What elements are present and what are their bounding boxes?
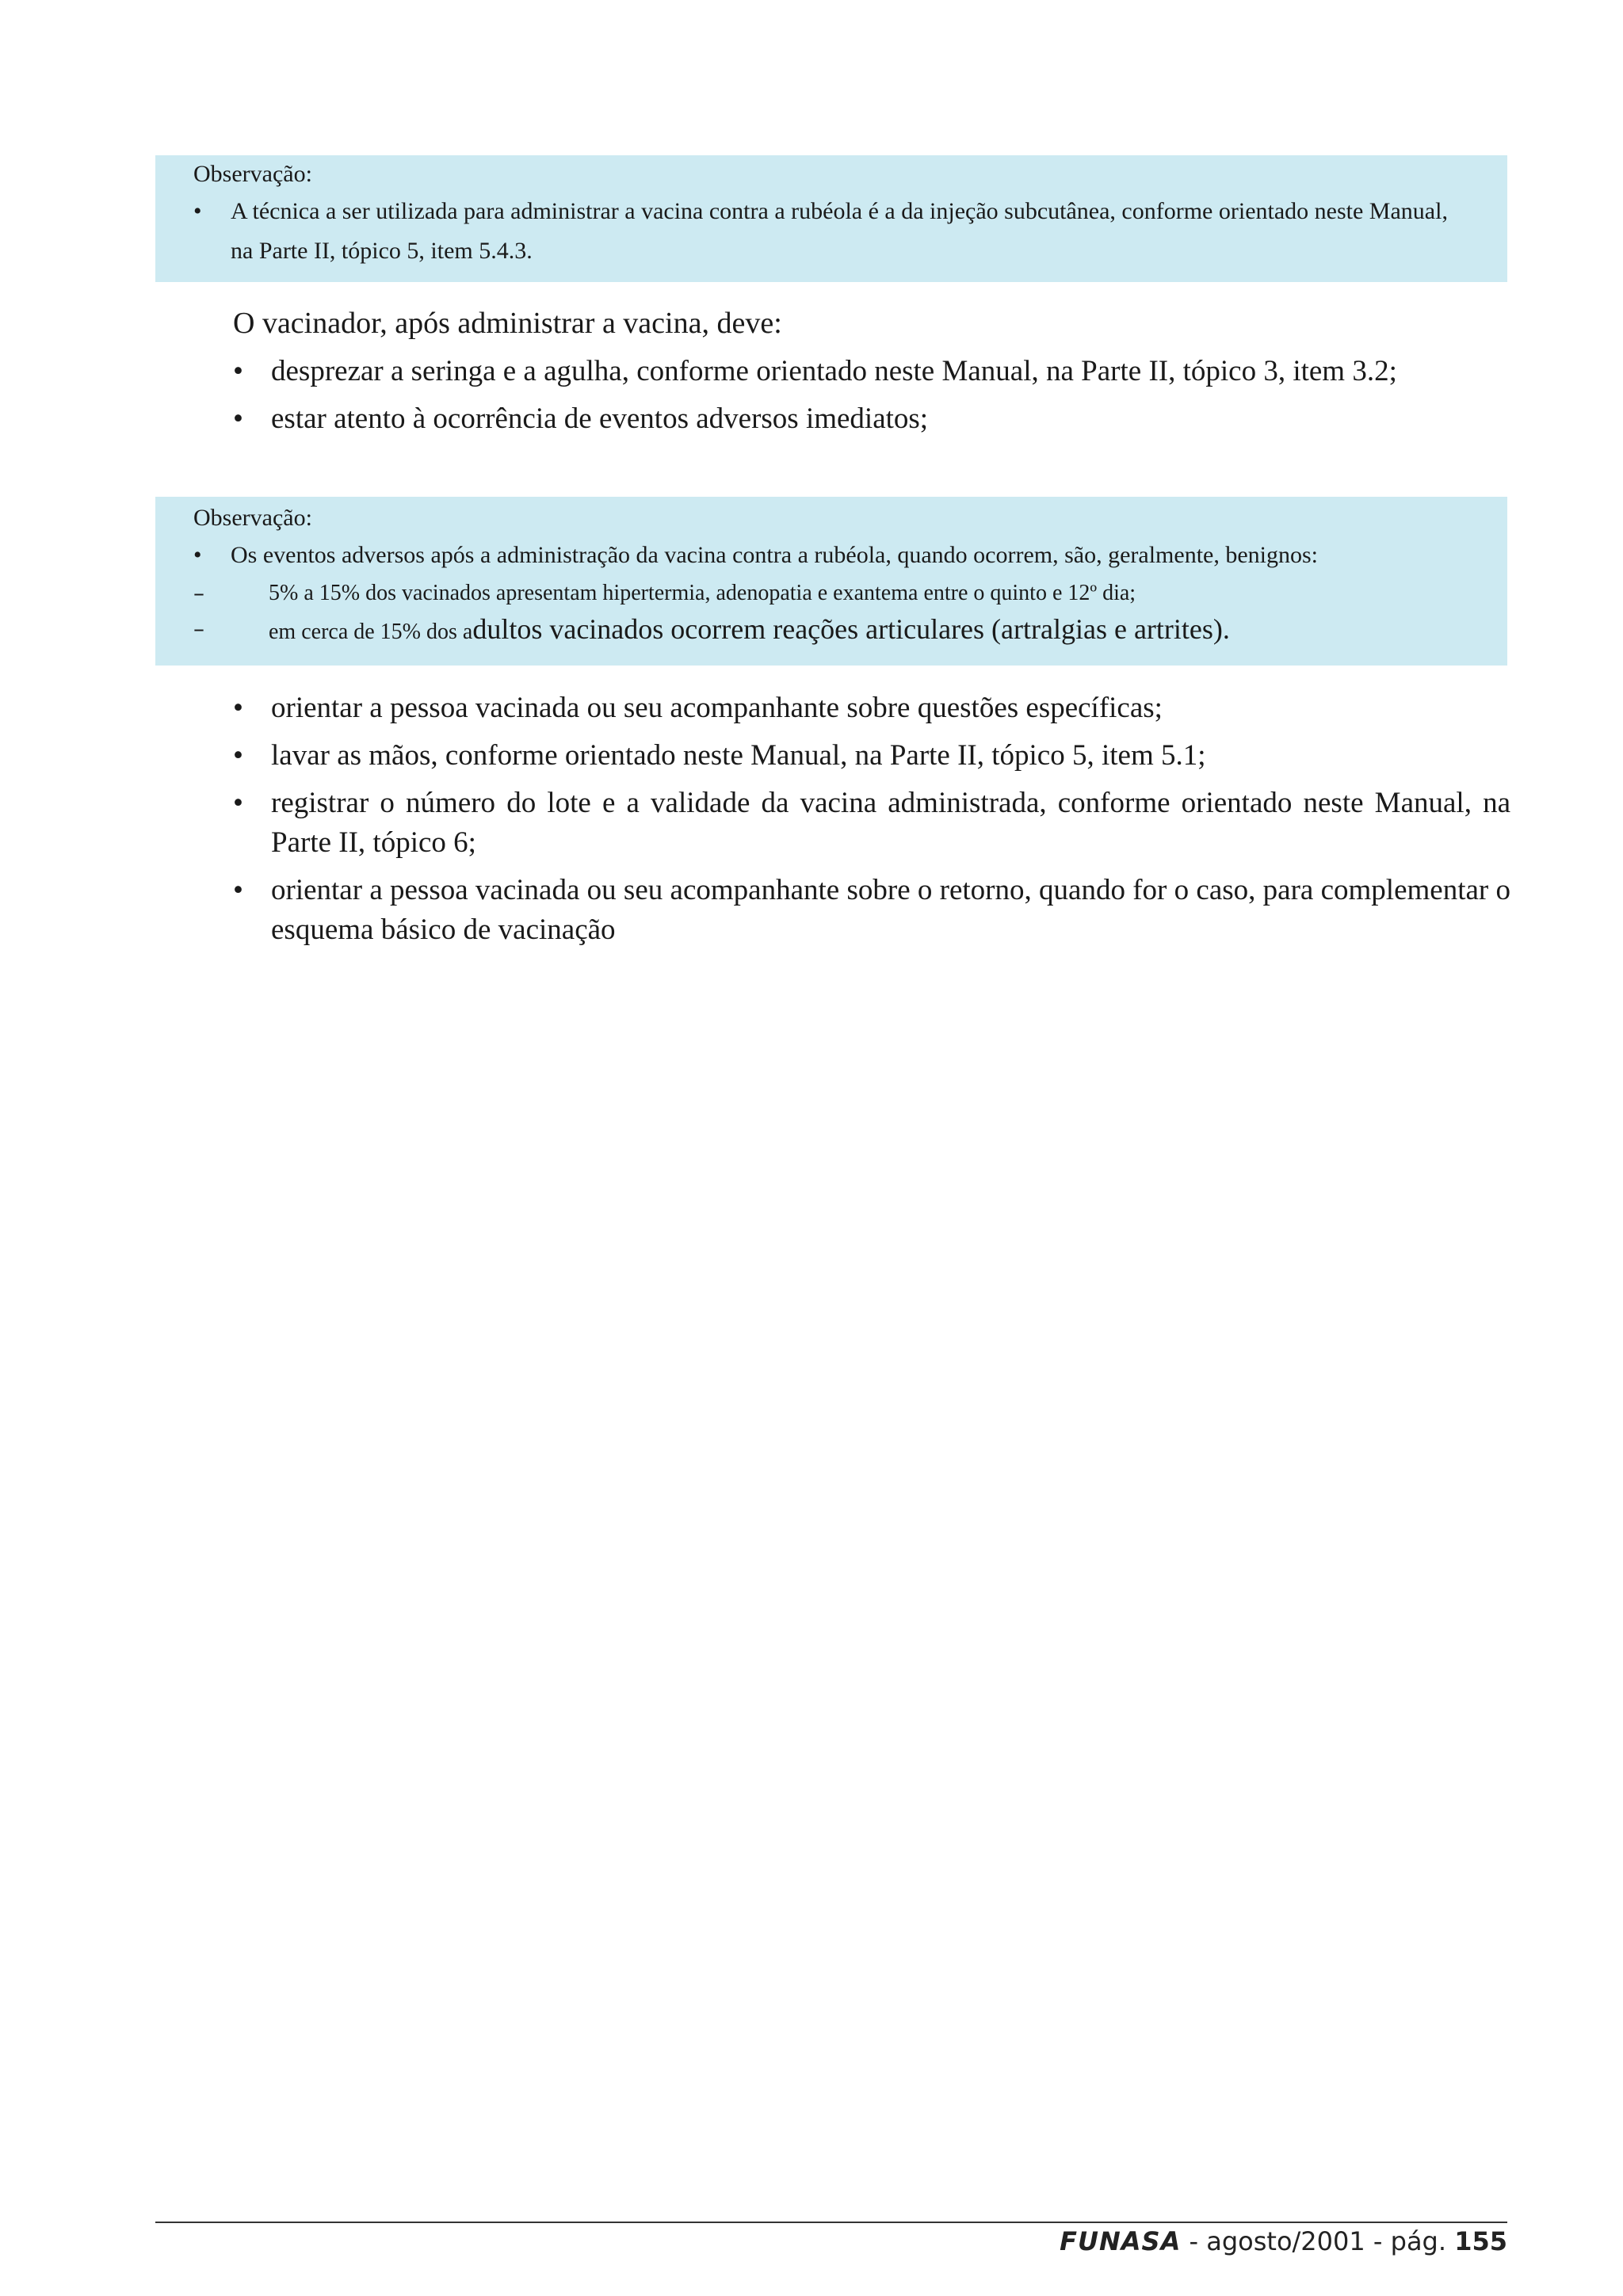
observation-title: Observação: (193, 161, 312, 187)
observation-dash-text: 5% a 15% dos vacinados apresentam hipertermia, adenopatia e exantema entre o quinto e 12º dia; (269, 581, 1136, 605)
observation-box-1 (155, 155, 1507, 282)
footer-date: - agosto/2001 - pág. (1181, 2226, 1455, 2256)
dash-text-small: em cerca de 15% dos a (269, 620, 473, 644)
page-number: 155 (1454, 2226, 1507, 2256)
observation-title: Observação: (193, 505, 312, 531)
bullet-icon: • (233, 874, 243, 906)
list-item-text: registrar o número do lote e a validade da vacina administrada, conforme orientado neste Manual, na Parte II, tópico 6; (271, 787, 1510, 859)
observation-dash-text (269, 613, 1476, 648)
observation-box-2 (155, 497, 1507, 666)
list-item-text: orientar a pessoa vacinada ou seu acompanhante sobre questões específicas; (271, 692, 1163, 724)
footer-rule (155, 2222, 1507, 2223)
list-item-text: desprezar a seringa e a agulha, conforme orientado neste Manual, na Parte II, tópico 3, item 3.2; (271, 355, 1397, 387)
bullet-icon: • (233, 739, 243, 772)
page-footer (1060, 2226, 1507, 2256)
footer-brand: FUNASA (1060, 2226, 1182, 2256)
list-item-text: lavar as mãos, conforme orientado neste Manual, na Parte II, tópico 5, item 5.1; (271, 739, 1206, 772)
list-item-text: estar atento à ocorrência de eventos adversos imediatos; (271, 402, 929, 435)
bullet-icon: • (233, 355, 243, 387)
bullet-icon: • (233, 787, 243, 819)
dash-icon: – (193, 580, 204, 606)
bullet-icon: • (193, 542, 202, 568)
bullet-icon: • (193, 198, 202, 224)
observation-text: Os eventos adversos após a administração da vacina contra a rubéola, quando ocorrem, são, geralmente, benignos: (231, 542, 1319, 568)
observation-text: A técnica a ser utilizada para administrar a vacina contra a rubéola é a da injeção subcutânea, conforme orientado neste Manual, na Parte II, tópico 5, item 5.4.3. (231, 198, 1448, 264)
bullet-icon: • (233, 692, 243, 724)
lead-paragraph: O vacinador, após administrar a vacina, deve: (233, 307, 782, 340)
bullet-icon: • (233, 402, 243, 435)
dash-icon: – (193, 616, 204, 642)
dash-text-large: dultos vacinados ocorrem reações articulares (artralgias e artrites). (472, 613, 1230, 645)
list-item-text: orientar a pessoa vacinada ou seu acompanhante sobre o retorno, quando for o caso, para complementar o esquema básico de vacinação (271, 874, 1510, 946)
